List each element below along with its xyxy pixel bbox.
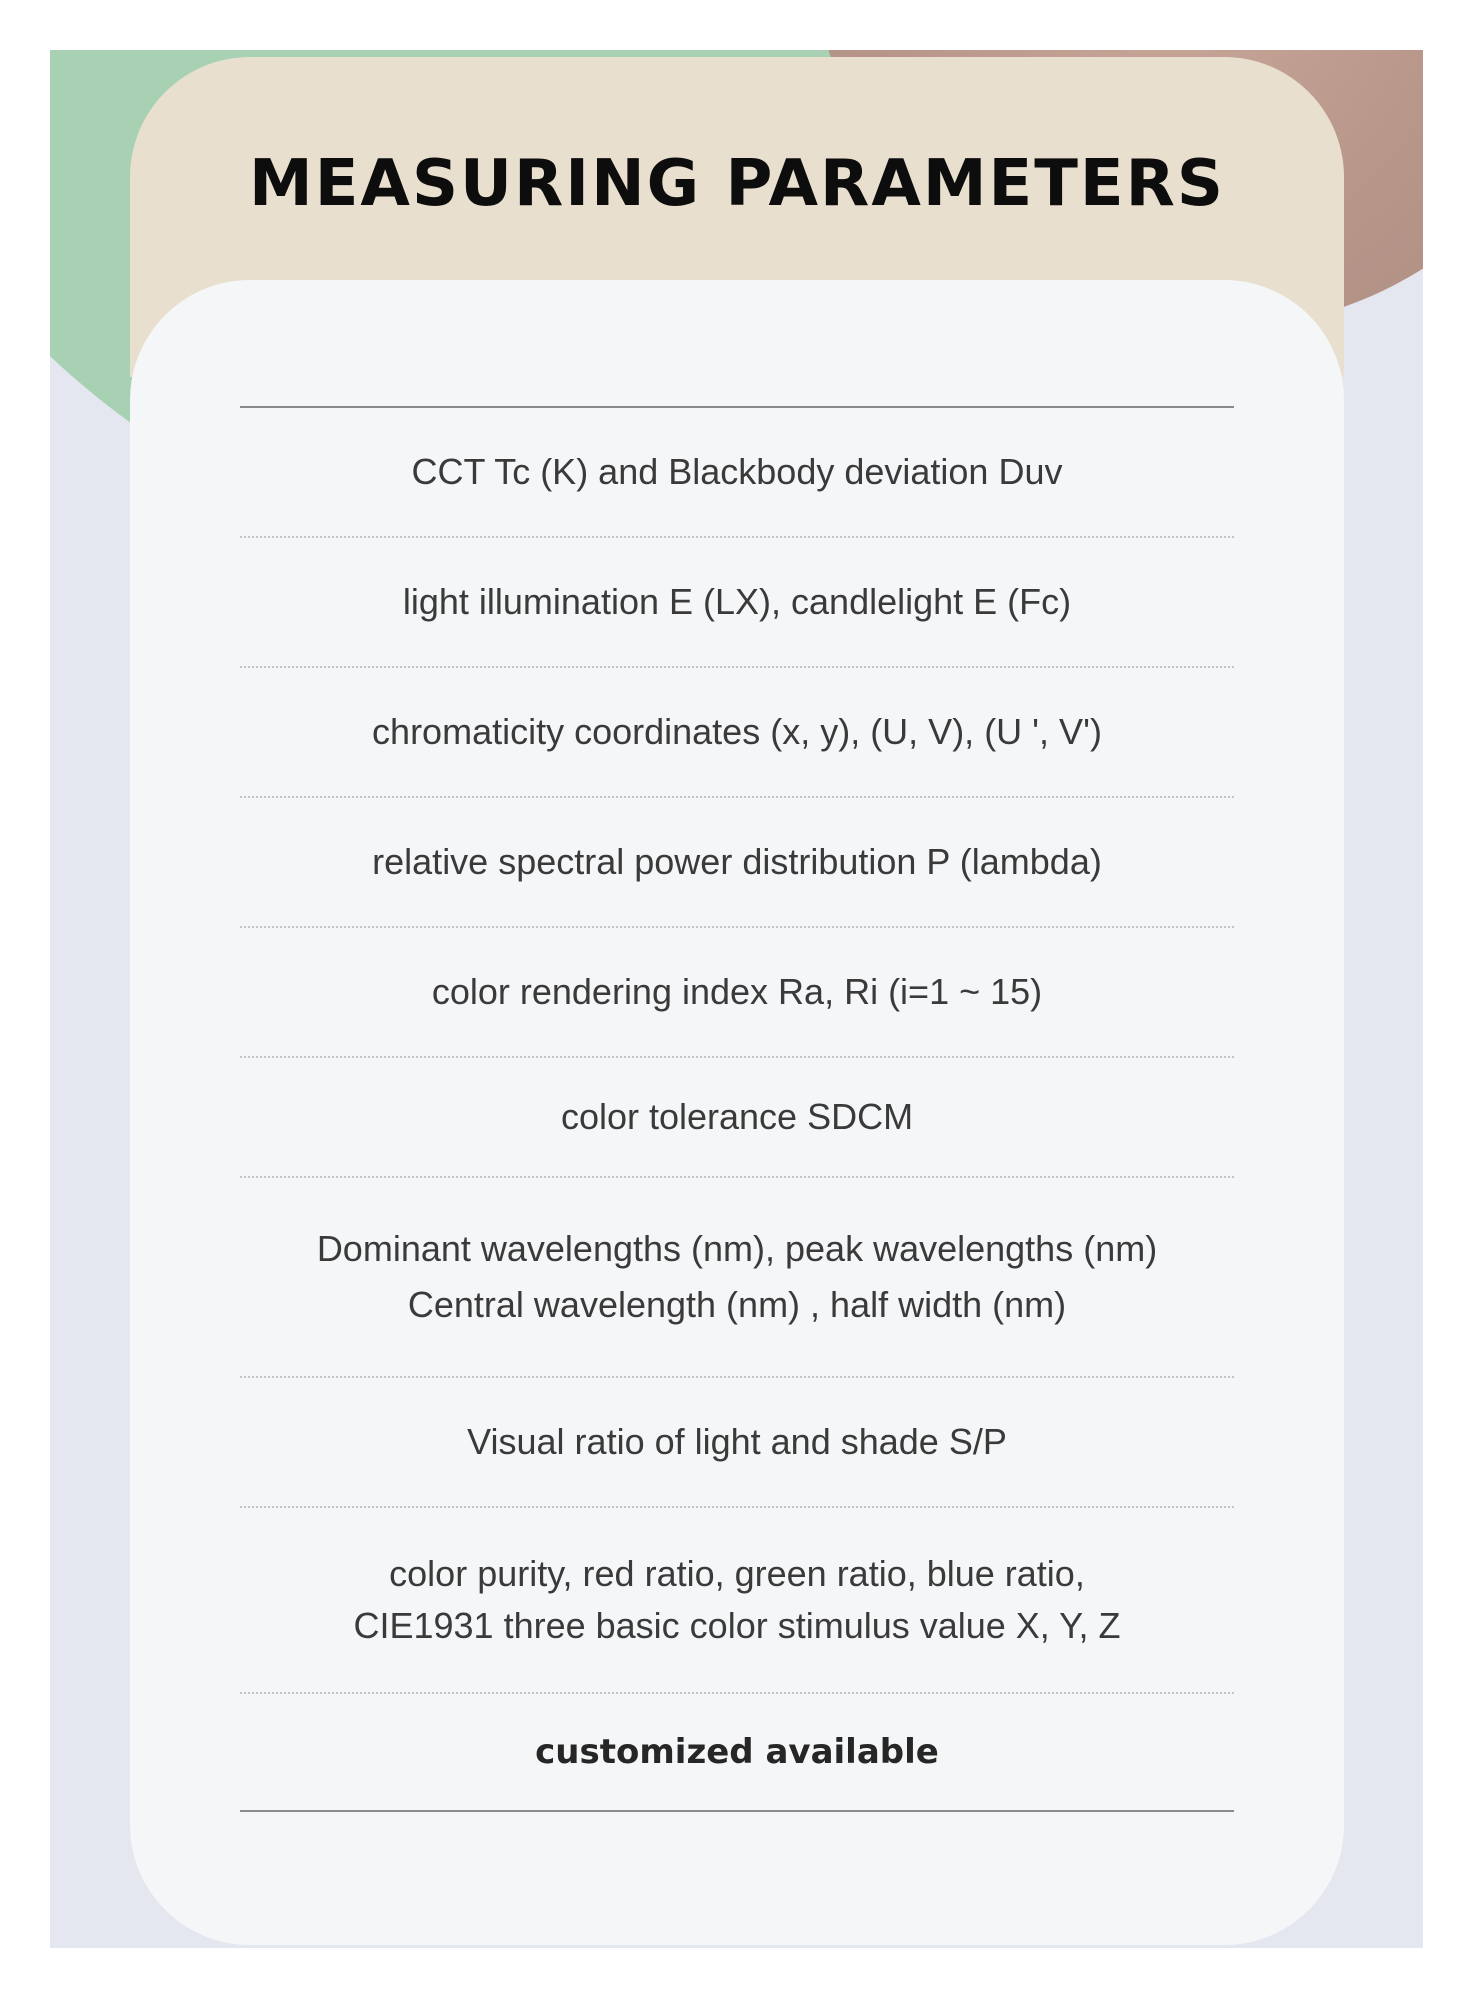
parameter-text: CCT Tc (K) and Blackbody deviation Duv (411, 451, 1063, 492)
parameter-row-sp-ratio (240, 1378, 1234, 1508)
parameters-card (130, 280, 1344, 1945)
parameter-row-illumination (240, 538, 1234, 668)
parameter-row-color-tolerance (240, 1058, 1234, 1178)
parameter-row-cct (240, 408, 1234, 538)
parameter-row-wavelengths (240, 1178, 1234, 1378)
parameter-text: light illumination E (LX), candlelight E (Fc) (402, 581, 1072, 622)
parameter-text: chromaticity coordinates (x, y), (U, V), (U ', V') (372, 711, 1102, 752)
parameter-text: color purity, red ratio, green ratio, blue ratio, (389, 1552, 1085, 1594)
parameter-row-spectral-power (240, 798, 1234, 928)
parameter-text: Central wavelength (nm) , half width (nm) (407, 1284, 1067, 1325)
page-title: MEASURING PARAMETERS (249, 147, 1225, 221)
parameter-text: Dominant wavelengths (nm), peak wavelengths (nm) (316, 1228, 1158, 1269)
parameter-row-color-rendering (240, 928, 1234, 1058)
parameter-row-color-purity (240, 1508, 1234, 1694)
parameter-text: color tolerance SDCM (560, 1096, 914, 1137)
parameter-row-customized (240, 1694, 1234, 1810)
parameter-text: color rendering index Ra, Ri (i=1 ~ 15) (431, 971, 1043, 1012)
parameters-list (240, 406, 1234, 1812)
parameter-text: CIE1931 three basic color stimulus value X, Y, Z (353, 1605, 1121, 1646)
parameter-text: customized available (535, 1732, 939, 1772)
parameter-row-chromaticity (240, 668, 1234, 798)
parameter-text: relative spectral power distribution P (lambda) (372, 841, 1102, 882)
poster-frame (50, 50, 1423, 1948)
parameter-text: Visual ratio of light and shade S/P (467, 1421, 1007, 1462)
